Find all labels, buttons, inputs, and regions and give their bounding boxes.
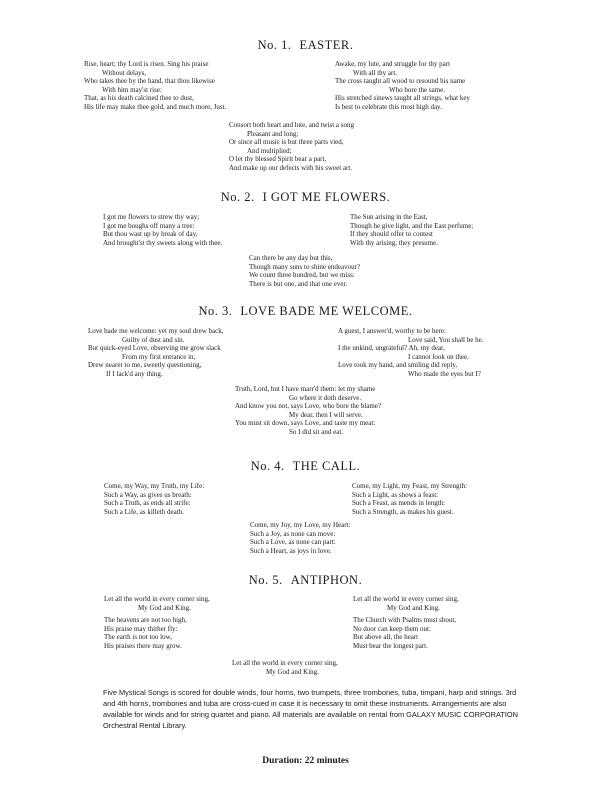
stanza-left: Come, my Way, my Truth, my Life: Such a Way, as gives us breath: Such a Truth, as ends all strife: Such a Life, as killeth death. bbox=[104, 482, 205, 516]
stanza-center: Truth, Lord, but I have marr'd them: let my shame Go where it doth deserve. And know you not, says Love, who bore the blame? My dear, then I will serve. You must sit down, says Love, and taste my meat: So I did sit and eat. bbox=[235, 385, 381, 436]
song-title: No. 3. LOVE BADE ME WELCOME. bbox=[198, 304, 413, 318]
duration: Duration: 22 minutes bbox=[262, 756, 349, 766]
stanza-right: The Sun arising in the East, Though he give light, and the East perfume; If they should offer to contest With thy arising, they presume. bbox=[350, 213, 474, 247]
stanza-center: Come, my Joy, my Love, my Heart: Such a Joy, as none can move: Such a Love, as none can part: Such a Heart, as joys in love. bbox=[250, 521, 351, 555]
stanza-center: Consort both heart and lute, and twist a song Pleasant and long; Or since all music is but three parts vied, And multiplied; O let thy blessed Spirit bear a part, And make up our defects with his sweet art. bbox=[229, 121, 355, 172]
stanza-right: Come, my Light, my Feast, my Strength: Such a Light, as shows a feast: Such a Feast, as mends in length: Such a Strength, as makes his guest. bbox=[352, 482, 467, 516]
stanza-left: I got me flowers to strew thy way; I got me boughs off many a tree: But thou wast up by break of day, And brought'st thy sweets along with thee. bbox=[103, 213, 223, 247]
song-title: No. 5. ANTIPHON. bbox=[248, 573, 363, 587]
stanza-left: Rise, heart; thy Lord is risen. Sing his praise Without delays, Who takes thee by the hand, that thou likewise With him may'st rise: That, as his death calcined thee to dust, His life may make thee gold, and much more, Just. bbox=[84, 60, 227, 111]
song-title: No. 2. I GOT ME FLOWERS. bbox=[220, 190, 391, 204]
scoring-note: Five Mystical Songs is scored for double winds, four horns, two trumpets, three trombones, tuba, timpani, harp and strings. 3rd and 4th horns, trombones and tuba are cross-cued in case it is necessary to omit these instruments. Arrangements are also available for winds and for string quartet and piano. All materials are available on rental from GALAXY MUSIC CORPORATION Orchestral Rental Library. bbox=[103, 688, 519, 730]
song-title: No. 1. EASTER. bbox=[257, 38, 354, 52]
stanza-right: Awake, my lute, and struggle for thy part With all thy art. The cross taught all wood to resound his name Who bore the same. His stretched sinews taught all strings, what key Is best to celebrate this most high day. bbox=[335, 60, 470, 111]
stanza-center: Let all the world in every corner sing, My God and King. bbox=[232, 659, 338, 676]
stanza-center: Can there be any day but this, Though many suns to shine endeavour? We count three hundred, but we miss: There is but one, and that one ever. bbox=[249, 254, 361, 288]
stanza-right: A guest, I answer'd, worthy to be here: Love said, You shall be he. I the unkind, ungrateful? Ah, my dear, I cannot look on thee. Love took my hand, and smiling did reply, Who made the eyes but I? bbox=[338, 327, 484, 378]
stanza-left: Let all the world in every corner sing, My God and King. The heavens are not too high, His praise may thither fly: The earth is not too low, His praises there may grow. bbox=[104, 595, 210, 650]
stanza-right: Let all the world in every corner sing, My God and King. The Church with Psalms must shout, No door can keep them out: But above all, the heart Must bear the longest part. bbox=[353, 595, 459, 650]
stanza-left: Love bade me welcome: yet my soul drew back, Guilty of dust and sin. But quick-eyed Love, observing me grow slack From my first entrance in, Drew nearer to me, sweetly questioning, If I lack'd any thing. bbox=[88, 327, 224, 378]
song-title: No. 4. THE CALL. bbox=[250, 459, 361, 473]
